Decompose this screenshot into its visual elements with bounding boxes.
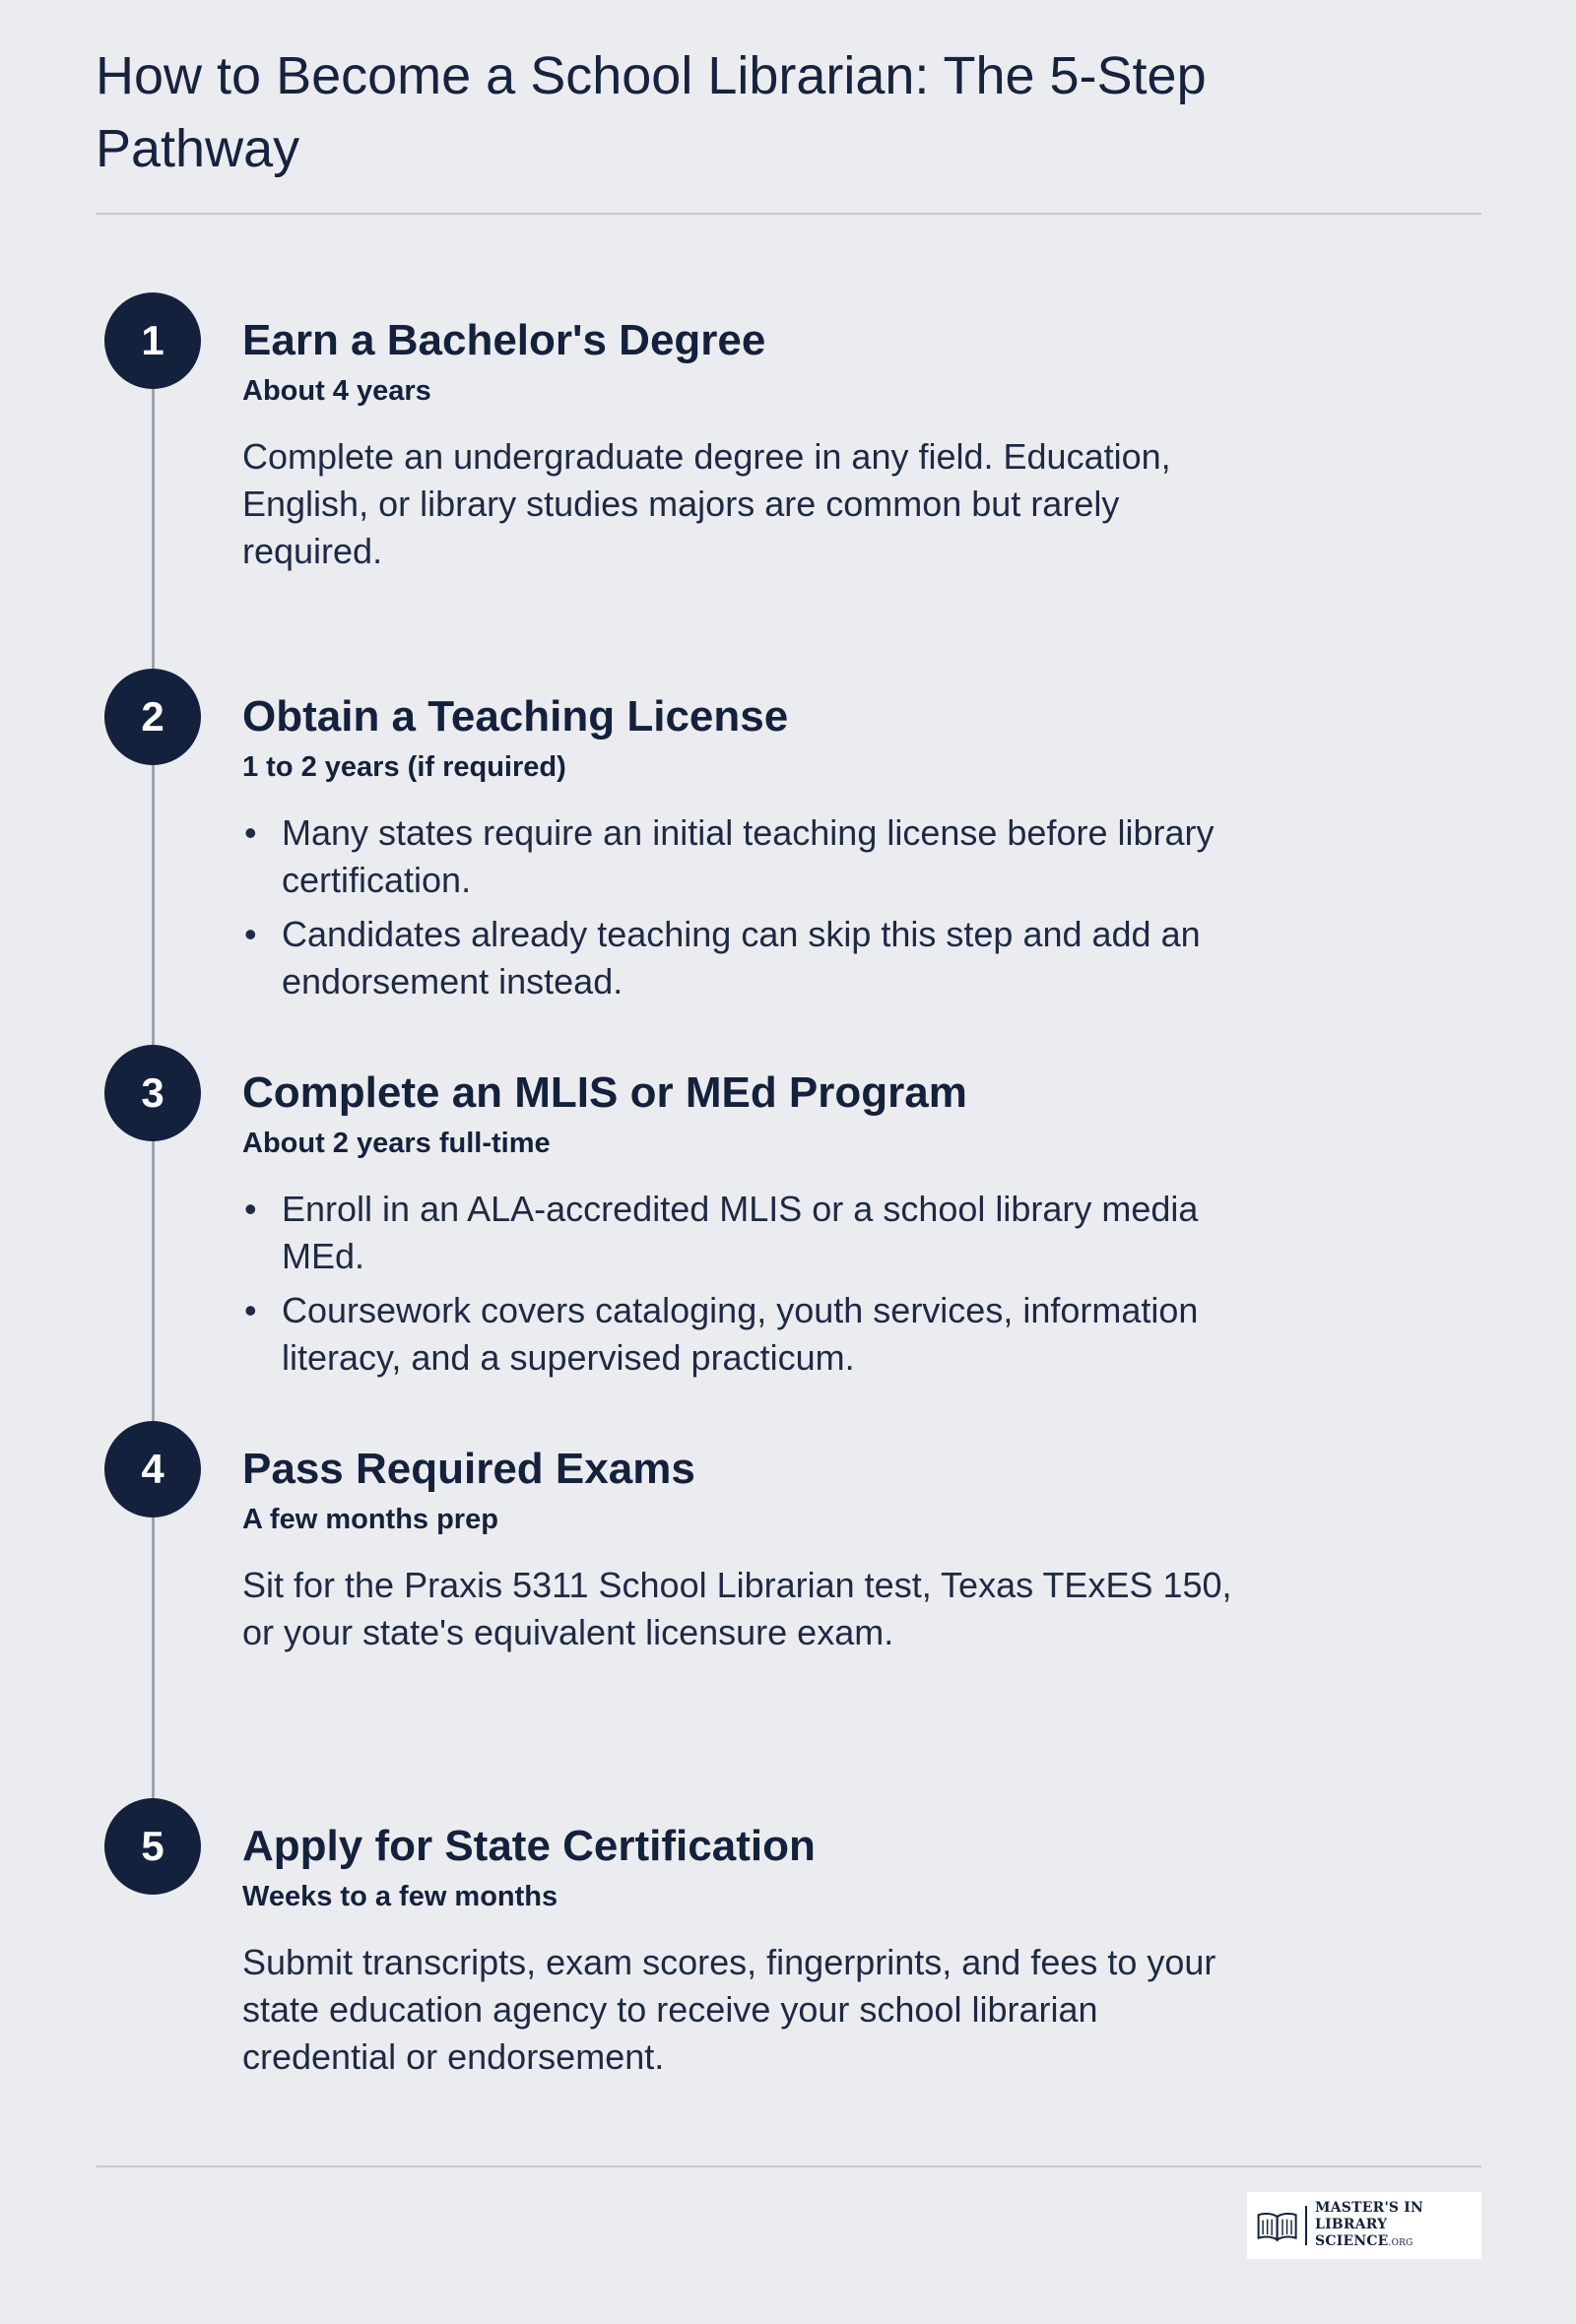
step-3-number-badge: 3: [104, 1045, 201, 1141]
step-3-title: Complete an MLIS or MEd Program: [242, 1068, 967, 1117]
bullet-text: Many states require an initial teaching license before library certification.: [282, 812, 1215, 900]
bullet-text: Coursework covers cataloging, youth services, information literacy, and a supervised practicum.: [282, 1290, 1199, 1378]
step-5-title: Apply for State Certification: [242, 1822, 816, 1870]
header-divider: [96, 213, 1481, 215]
site-logo: [1247, 2192, 1481, 2259]
step-1-description: Complete an undergraduate degree in any field. Education, English, or library studies majors are common but rarely required.: [242, 436, 1171, 571]
logo-divider: [1305, 2206, 1307, 2245]
step-2-number-badge: 2: [104, 669, 201, 765]
step-3-duration: About 2 years full-time: [242, 1128, 551, 1159]
list-item: [242, 809, 1247, 904]
step-5: [242, 1819, 1247, 2081]
step-3-bullet-list: [242, 1186, 1247, 1382]
step-4-duration: A few months prep: [242, 1504, 498, 1535]
logo-line-1: MASTER'S IN: [1315, 2199, 1424, 2216]
step-5-description: Submit transcripts, exam scores, fingerprints, and fees to your state education agency to receive your school librarian credential or endorsement.: [242, 1942, 1216, 2077]
step-2-duration: 1 to 2 years (if required): [242, 751, 566, 783]
logo-suffix: .ORG: [1388, 2237, 1413, 2248]
step-4-title: Pass Required Exams: [242, 1445, 695, 1493]
step-2-title: Obtain a Teaching License: [242, 692, 789, 741]
step-5-duration: Weeks to a few months: [242, 1881, 558, 1912]
bullet-text: Candidates already teaching can skip this step and add an endorsement instead.: [282, 914, 1201, 1001]
open-book-icon: [1255, 2206, 1299, 2245]
step-4: [242, 1442, 1247, 1656]
step-2-bullet-list: [242, 809, 1247, 1005]
step-1-duration: About 4 years: [242, 375, 431, 407]
bullet-icon: •: [244, 914, 257, 954]
step-1: [242, 313, 1247, 575]
logo-line-2-text: LIBRARY SCIENCE: [1315, 2216, 1389, 2249]
bullet-icon: •: [244, 1290, 257, 1330]
step-5-number-badge: 5: [104, 1798, 201, 1895]
step-4-description: Sit for the Praxis 5311 School Librarian test, Texas TExES 150, or your state's equivalent licensure exam.: [242, 1565, 1232, 1652]
bullet-text: Enroll in an ALA-accredited MLIS or a school library media MEd.: [282, 1189, 1199, 1276]
step-4-number-badge: 4: [104, 1421, 201, 1517]
list-item: [242, 911, 1247, 1005]
step-2: [242, 689, 1247, 1012]
logo-wordmark: [1315, 2200, 1474, 2252]
list-item: [242, 1186, 1247, 1280]
page-title: How to Become a School Librarian: The 5-Step Pathway: [96, 46, 1207, 178]
footer-divider: [96, 2165, 1481, 2167]
step-1-number-badge: 1: [104, 292, 201, 389]
step-3: [242, 1065, 1247, 1388]
bullet-icon: •: [244, 812, 257, 853]
bullet-icon: •: [244, 1189, 257, 1229]
list-item: [242, 1287, 1247, 1382]
step-1-title: Earn a Bachelor's Degree: [242, 316, 766, 364]
logo-line-2: [1315, 2217, 1474, 2252]
